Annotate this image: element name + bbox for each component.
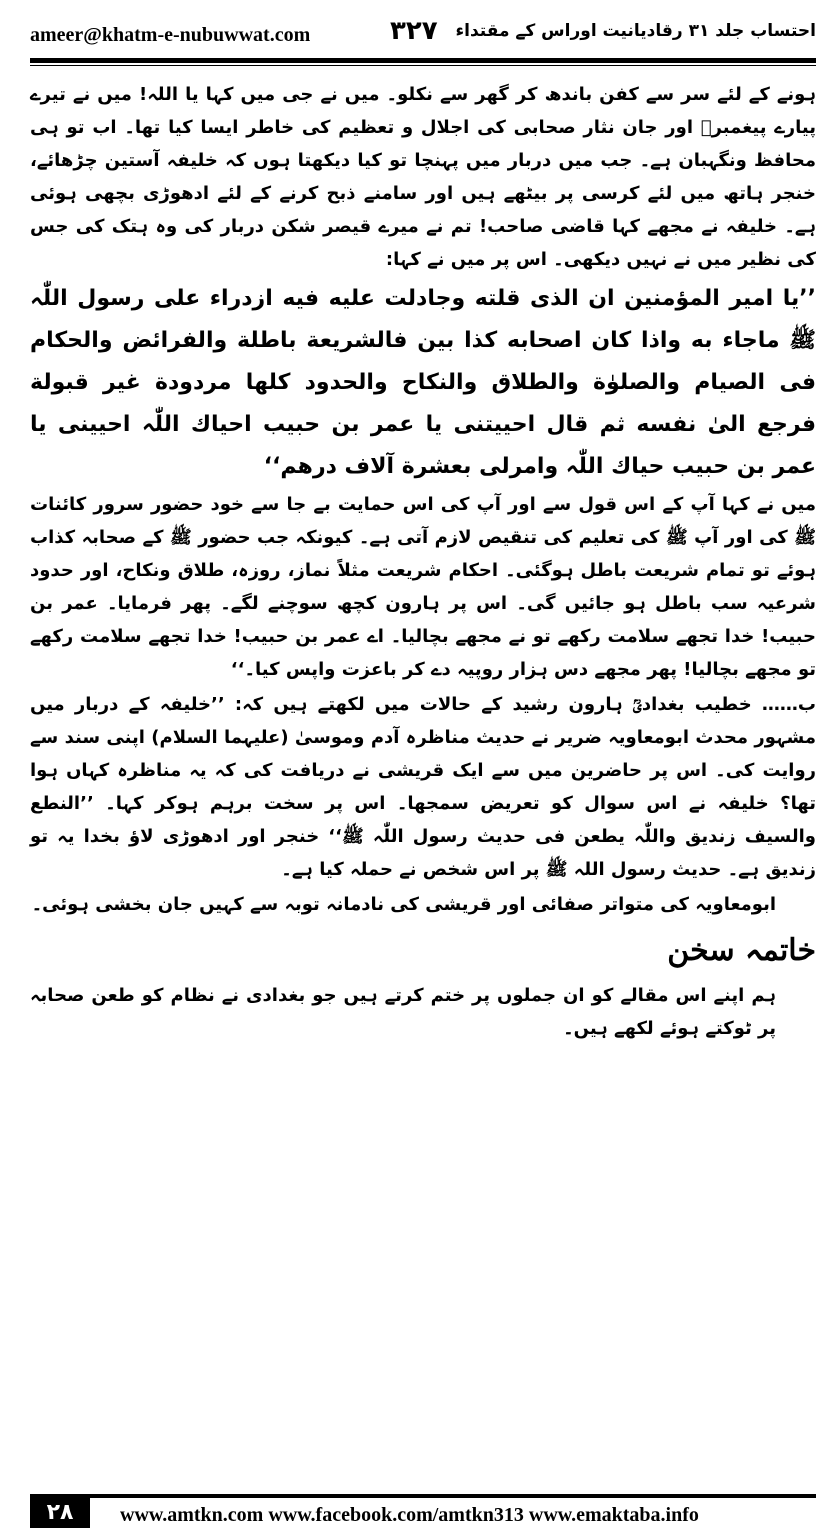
paragraph-abu-muawiya: ابومعاویہ کی متواتر صفائی اور قریشی کی نادمانہ توبہ سے کہیں جان بخشی ہوئی۔ (31, 894, 776, 915)
header-divider (30, 58, 816, 66)
arabic-quotation: ’’یا امیر المؤمنین ان الذی قلته وجادلت علیه فیه ازدراء علی رسول اللّٰہ ﷺ ماجاء به واذا کان اصحابه کذا بین فالشریعة باطلة والفرائض والحکام فی الصیام والصلوٰة والطلاق والنکاح والحدود کلها مردودة غیر قبولة فرجع الیٰ نفسه ثم قال احییتنی یا عمر بن حبیب احیاك اللّٰہ احیینی یا عمر بن حبیب حیاك اللّٰہ وامرلی بعشرة آلاف درهم‘‘ (30, 286, 816, 479)
page-body (30, 78, 816, 1047)
paragraph-translation: میں نے کہا آپ کے اس قول سے اور آپ کی اس حمایت بے جا سے خود حضور سرور کائنات ﷺ کی اور آپ ﷺ کی تعلیم کی تنقیص لازم آتی ہے۔ کیونکہ جب حضور ﷺ کے صحابہ کذاب ہوئے تو تمام شریعت باطل ہوگئی۔ احکام شریعت مثلاً نماز، روزہ، طلاق ونکاح، اور حدود شرعیہ سب باطل ہو جائیں گی۔ اس پر ہارون کچھ سوچنے لگے۔ پھر فرمایا۔ عمر بن حبیب! خدا تجھے سلامت رکھے تو نے مجھے بچالیا۔ اے عمر بن حبیب! خدا تجھے سلامت رکھے تو مجھے بچالیا! پھر مجھے دس ہزار روپیہ دے کر باعزت واپس کیا۔‘‘ (30, 494, 816, 680)
header-page-number: ۳۲۷ (390, 16, 438, 46)
header-email: ameer@khatm-e-nubuwwat.com (30, 24, 311, 46)
section-heading: خاتمہ سخن (667, 933, 816, 968)
footer-page-number: ۲۸ (30, 1498, 90, 1528)
page-footer (30, 1494, 816, 1528)
header-book-title: احتساب جلد ۳۱ رقادیانیت اوراس کے مقتداء (455, 21, 816, 41)
footer-divider (30, 1494, 816, 1498)
paragraph-opening: ہونے کے لئے سر سے کفن باندھ کر گھر سے نکلو۔ میں نے جی میں کہا یا اللہ! میں نے تیرے پیارے پیغمبرؐ اور جان نثار صحابی کی اجلال و تعظیم کی خاطر ایسا کیا تھا۔ اب تو ہی محافظ ونگہبان ہے۔ جب میں دربار میں پہنچا تو کیا دیکھتا ہوں کہ خلیفہ آستین چڑھائے، خنجر ہاتھ میں لئے کرسی پر بیٹھے ہیں اور سامنے ذبح کرنے کے لئے ادھوڑی بچھی ہوئی ہے۔ خلیفہ نے مجھے کہا قاضی صاحب! تم نے میرے قیصر شکن دربار کی وہ ہتک کی جس کی نظیر میں نے نہیں دیکھی۔ اس پر میں نے کہا: (30, 84, 816, 270)
footer-website-links: www.amtkn.com www.facebook.com/amtkn313 www.emaktaba.info (120, 1504, 699, 1526)
paragraph-closing: ہم اپنے اس مقالے کو ان جملوں پر ختم کرتے ہیں جو بغدادی نے نظام کو طعن صحابہ پر ٹوکتے ہوئے لکھے ہیں۔ (30, 985, 776, 1039)
paragraph-khatib-baghdadi: ب…… خطیب بغدادیؒ ہارون رشید کے حالات میں لکھتے ہیں کہ: ’’خلیفہ کے دربار میں مشہور محدث ابومعاویہ ضریر نے حدیث مناظرہ آدم وموسیٰ (علیہما السلام) اپنی سند سے روایت کی۔ اس پر حاضرین میں سے ایک قریشی نے دریافت کی کہ یہ مناظرہ کہاں ہوا تھا؟ خلیفہ نے اس سوال کو تعریض سمجھا۔ اس پر سخت برہم ہوکر کہا۔ ’’النطع والسیف زندیق واللّٰہ یطعن فی حدیث رسول اللّٰہ ﷺ‘‘ خنجر اور ادھوڑی لاؤ بخدا یہ تو زندیق ہے۔ حدیث رسول اللہ ﷺ پر اس شخص نے حملہ کیا ہے۔ (30, 694, 816, 880)
page-header (30, 14, 816, 54)
